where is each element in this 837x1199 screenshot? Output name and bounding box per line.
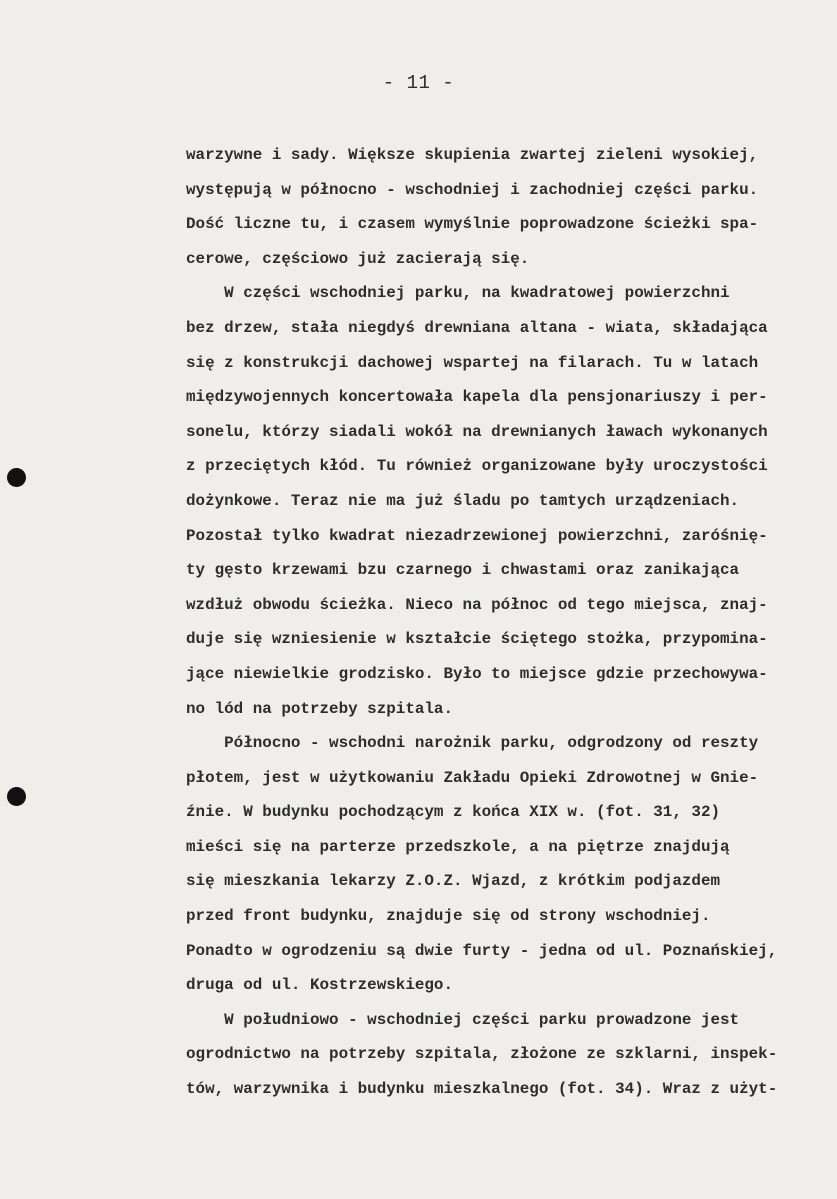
text-line: z przeciętych kłód. Tu również organizowane były uroczystości (186, 457, 768, 476)
text-line: W południowo - wschodniej części parku prowadzone jest (186, 1010, 740, 1029)
text-line: bez drzew, stała niegdyś drewniana altana - wiata, składająca (186, 318, 768, 337)
text-line: wzdłuż obwodu ścieżka. Nieco na północ od tego miejsca, znaj- (186, 595, 768, 614)
text-line: W części wschodniej parku, na kwadratowej powierzchni (186, 284, 730, 303)
text-line: się z konstrukcji dachowej wspartej na filarach. Tu w latach (186, 353, 759, 372)
page-number: - 11 - (382, 72, 455, 94)
body-text (186, 138, 837, 1107)
text-line: druga od ul. Kostrzewskiego. (186, 976, 454, 995)
text-line: sonelu, którzy siadali wokół na drewnianych ławach wykonanych (186, 422, 768, 441)
text-line: Pozostał tylko kwadrat niezadrzewionej powierzchni, zaróśnię- (186, 526, 768, 545)
text-line: płotem, jest w użytkowaniu Zakładu Opieki Zdrowotnej w Gnie- (186, 768, 759, 787)
punch-hole (7, 787, 26, 806)
text-line: Ponadto w ogrodzeniu są dwie furty - jedna od ul. Poznańskiej, (186, 941, 778, 960)
text-line: ty gęsto krzewami bzu czarnego i chwastami oraz zanikająca (186, 561, 740, 580)
text-line: mieści się na parterze przedszkole, a na piętrze znajdują (186, 837, 730, 856)
text-line: Dość liczne tu, i czasem wymyślnie poprowadzone ścieżki spa- (186, 215, 759, 234)
text-line: duje się wzniesienie w kształcie ściętego stożka, przypomina- (186, 630, 768, 649)
text-line: występują w północno - wschodniej i zachodniej części parku. (186, 180, 759, 199)
text-line: ogrodnictwo na potrzeby szpitala, złożone ze szklarni, inspek- (186, 1045, 778, 1064)
text-line: dożynkowe. Teraz nie ma już śladu po tamtych urządzeniach. (186, 491, 740, 510)
text-line: warzywne i sady. Większe skupienia zwartej zieleni wysokiej, (186, 146, 759, 164)
text-line: cerowe, częściowo już zacierają się. (186, 249, 530, 268)
text-line: no lód na potrzeby szpitala. (186, 699, 454, 718)
punch-hole (7, 468, 26, 487)
text-line: się mieszkania lekarzy Z.O.Z. Wjazd, z krótkim podjazdem (186, 872, 721, 891)
text-line: międzywojennych koncertowała kapela dla pensjonariuszy i per- (186, 388, 768, 407)
text-line: tów, warzywnika i budynku mieszkalnego (fot. 34). Wraz z użyt- (186, 1080, 778, 1099)
text-line: jące niewielkie grodzisko. Było to miejsce gdzie przechowywa- (186, 664, 768, 683)
text-line: Północno - wschodni narożnik parku, odgrodzony od reszty (186, 734, 759, 753)
text-line: przed front budynku, znajduje się od strony wschodniej. (186, 907, 711, 926)
text-line: źnie. W budynku pochodzącym z końca XIX w. (fot. 31, 32) (186, 803, 721, 822)
